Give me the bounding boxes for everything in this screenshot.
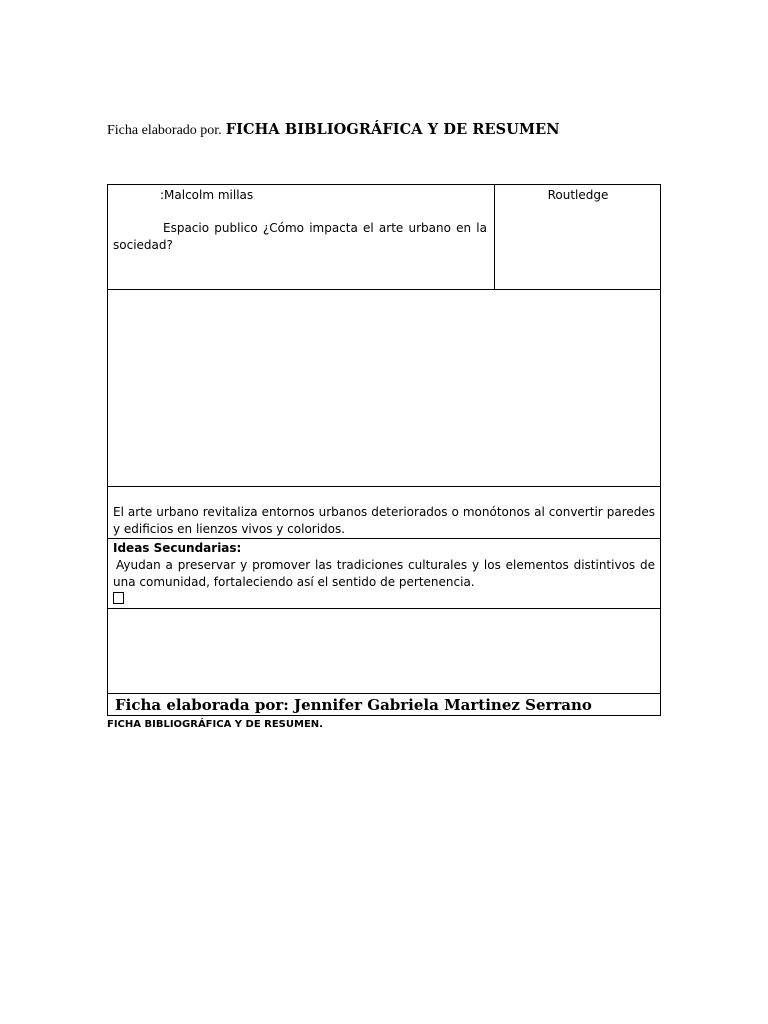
work-title: Espacio publico ¿Cómo impacta el arte urbano en la sociedad? (113, 221, 487, 252)
card-divider-5 (107, 693, 661, 694)
card-divider-4 (107, 608, 661, 609)
page-heading (107, 121, 560, 139)
publisher-field: Routledge (547, 188, 609, 202)
bibliographic-card (107, 184, 661, 716)
heading-prefix: Ficha elaborado por. (107, 123, 222, 138)
card-author-footer: Ficha elaborada por: Jennifer Gabriela Martinez Serrano (115, 696, 592, 714)
card-border-left (107, 184, 108, 716)
bottom-caption: FICHA BIBLIOGRÁFICA Y DE RESUMEN. (107, 719, 323, 730)
heading-title: FICHA BIBLIOGRÁFICA Y DE RESUMEN (225, 121, 560, 138)
card-border-right (660, 184, 661, 716)
missing-glyph-icon (113, 592, 124, 604)
secondary-ideas-label: Ideas Secundarias: (113, 541, 242, 555)
card-divider-3 (107, 538, 661, 539)
card-border-bottom (107, 715, 661, 716)
card-divider-1 (107, 289, 661, 290)
card-border-top (107, 184, 661, 185)
secondary-ideas-text: Ayudan a preservar y promover las tradiciones culturales y los elementos distintivos de una comunidad, fortaleciendo así el sentido de pertenencia. (113, 558, 655, 589)
card-divider-2 (107, 486, 661, 487)
main-idea-text: El arte urbano revitaliza entornos urbanos deteriorados o monótonos al convertir paredes y edificios en lienzos vivos y coloridos. (113, 505, 655, 536)
author-field: :Malcolm millas (160, 188, 254, 202)
